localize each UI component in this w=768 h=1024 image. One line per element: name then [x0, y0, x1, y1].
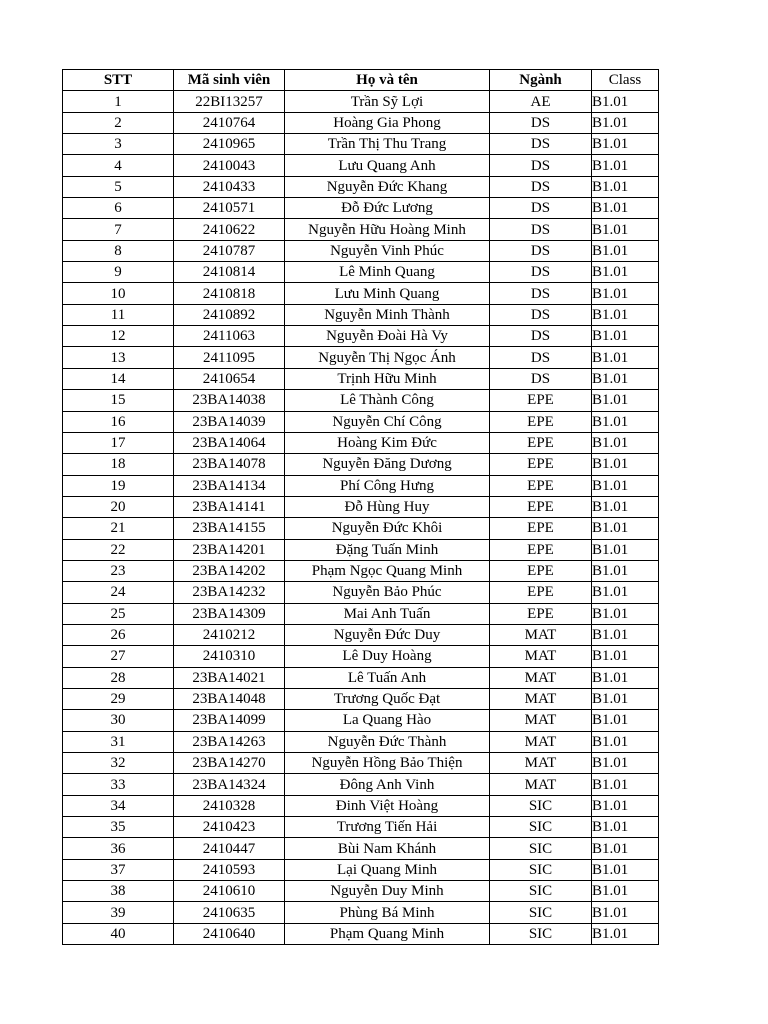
cell-stt: 29: [63, 688, 174, 709]
table-row: [63, 262, 659, 283]
cell-major: DS: [490, 326, 592, 347]
cell-full-name: Hoàng Gia Phong: [285, 112, 490, 133]
cell-class: B1.01: [592, 496, 659, 517]
cell-stt: 16: [63, 411, 174, 432]
cell-student-id: 23BA14270: [174, 753, 285, 774]
cell-stt: 13: [63, 347, 174, 368]
cell-student-id: 23BA14141: [174, 496, 285, 517]
table-row: [63, 347, 659, 368]
cell-student-id: 23BA14099: [174, 710, 285, 731]
cell-stt: 7: [63, 219, 174, 240]
table-row: [63, 91, 659, 112]
cell-stt: 6: [63, 198, 174, 219]
table-row: [63, 390, 659, 411]
cell-class: B1.01: [592, 411, 659, 432]
cell-class: B1.01: [592, 368, 659, 389]
cell-student-id: 23BA14048: [174, 688, 285, 709]
cell-full-name: Đỗ Hùng Huy: [285, 496, 490, 517]
cell-full-name: Nguyễn Đức Thành: [285, 731, 490, 752]
cell-student-id: 2410212: [174, 624, 285, 645]
cell-student-id: 2410814: [174, 262, 285, 283]
cell-stt: 35: [63, 817, 174, 838]
cell-major: DS: [490, 155, 592, 176]
table-row: [63, 539, 659, 560]
cell-major: MAT: [490, 753, 592, 774]
cell-class: B1.01: [592, 134, 659, 155]
cell-major: EPE: [490, 560, 592, 581]
cell-major: SIC: [490, 859, 592, 880]
cell-student-id: 2410043: [174, 155, 285, 176]
cell-full-name: Trần Sỹ Lợi: [285, 91, 490, 112]
table-row: [63, 155, 659, 176]
cell-major: MAT: [490, 774, 592, 795]
cell-major: MAT: [490, 731, 592, 752]
table-row: [63, 838, 659, 859]
cell-major: DS: [490, 283, 592, 304]
cell-student-id: 2410892: [174, 304, 285, 325]
cell-class: B1.01: [592, 304, 659, 325]
cell-major: DS: [490, 134, 592, 155]
cell-major: EPE: [490, 496, 592, 517]
cell-major: AE: [490, 91, 592, 112]
cell-class: B1.01: [592, 774, 659, 795]
cell-stt: 22: [63, 539, 174, 560]
cell-class: B1.01: [592, 390, 659, 411]
cell-class: B1.01: [592, 176, 659, 197]
cell-major: MAT: [490, 710, 592, 731]
table-row: [63, 881, 659, 902]
cell-major: SIC: [490, 795, 592, 816]
cell-class: B1.01: [592, 582, 659, 603]
cell-student-id: 2410328: [174, 795, 285, 816]
cell-class: B1.01: [592, 539, 659, 560]
cell-stt: 9: [63, 262, 174, 283]
cell-full-name: Lê Minh Quang: [285, 262, 490, 283]
cell-class: B1.01: [592, 646, 659, 667]
cell-stt: 1: [63, 91, 174, 112]
cell-full-name: Lê Tuấn Anh: [285, 667, 490, 688]
cell-stt: 14: [63, 368, 174, 389]
cell-student-id: 23BA14232: [174, 582, 285, 603]
cell-stt: 36: [63, 838, 174, 859]
table-row: [63, 411, 659, 432]
table-row: [63, 304, 659, 325]
cell-class: B1.01: [592, 603, 659, 624]
cell-class: B1.01: [592, 262, 659, 283]
cell-student-id: 2410447: [174, 838, 285, 859]
cell-stt: 24: [63, 582, 174, 603]
cell-student-id: 2410764: [174, 112, 285, 133]
cell-full-name: Đỗ Đức Lương: [285, 198, 490, 219]
cell-class: B1.01: [592, 881, 659, 902]
cell-major: EPE: [490, 454, 592, 475]
cell-full-name: Phí Công Hưng: [285, 475, 490, 496]
cell-full-name: Nguyễn Thị Ngọc Ánh: [285, 347, 490, 368]
cell-student-id: 23BA14021: [174, 667, 285, 688]
cell-stt: 11: [63, 304, 174, 325]
cell-stt: 12: [63, 326, 174, 347]
cell-student-id: 2410310: [174, 646, 285, 667]
cell-stt: 28: [63, 667, 174, 688]
cell-student-id: 23BA14039: [174, 411, 285, 432]
cell-student-id: 23BA14263: [174, 731, 285, 752]
cell-full-name: Nguyễn Minh Thành: [285, 304, 490, 325]
cell-stt: 31: [63, 731, 174, 752]
table-row: [63, 753, 659, 774]
cell-class: B1.01: [592, 560, 659, 581]
cell-stt: 21: [63, 518, 174, 539]
cell-full-name: Nguyễn Đoài Hà Vy: [285, 326, 490, 347]
cell-student-id: 23BA14202: [174, 560, 285, 581]
cell-student-id: 2410610: [174, 881, 285, 902]
cell-major: SIC: [490, 838, 592, 859]
cell-class: B1.01: [592, 923, 659, 944]
cell-full-name: Nguyễn Đức Khôi: [285, 518, 490, 539]
cell-full-name: Nguyễn Chí Công: [285, 411, 490, 432]
cell-class: B1.01: [592, 838, 659, 859]
cell-full-name: Mai Anh Tuấn: [285, 603, 490, 624]
table-row: [63, 326, 659, 347]
cell-student-id: 2410965: [174, 134, 285, 155]
cell-stt: 25: [63, 603, 174, 624]
cell-class: B1.01: [592, 454, 659, 475]
cell-student-id: 23BA14078: [174, 454, 285, 475]
table-row: [63, 603, 659, 624]
cell-major: SIC: [490, 881, 592, 902]
cell-stt: 19: [63, 475, 174, 496]
cell-class: B1.01: [592, 112, 659, 133]
cell-stt: 3: [63, 134, 174, 155]
cell-student-id: 23BA14134: [174, 475, 285, 496]
table-body: [63, 91, 659, 945]
cell-class: B1.01: [592, 198, 659, 219]
header-row: [63, 70, 659, 91]
cell-class: B1.01: [592, 667, 659, 688]
cell-major: DS: [490, 219, 592, 240]
cell-major: MAT: [490, 624, 592, 645]
cell-student-id: 2411095: [174, 347, 285, 368]
cell-student-id: 2411063: [174, 326, 285, 347]
table-row: [63, 688, 659, 709]
header-class: Class: [592, 70, 659, 91]
cell-full-name: Nguyễn Hữu Hoàng Minh: [285, 219, 490, 240]
table-row: [63, 624, 659, 645]
cell-stt: 32: [63, 753, 174, 774]
table-row: [63, 240, 659, 261]
cell-stt: 8: [63, 240, 174, 261]
cell-student-id: 23BA14201: [174, 539, 285, 560]
table-row: [63, 795, 659, 816]
cell-full-name: Phạm Ngọc Quang Minh: [285, 560, 490, 581]
cell-student-id: 2410622: [174, 219, 285, 240]
cell-student-id: 2410593: [174, 859, 285, 880]
cell-full-name: La Quang Hào: [285, 710, 490, 731]
cell-student-id: 2410635: [174, 902, 285, 923]
cell-major: MAT: [490, 688, 592, 709]
table-row: [63, 560, 659, 581]
cell-full-name: Đông Anh Vinh: [285, 774, 490, 795]
table-row: [63, 774, 659, 795]
cell-major: EPE: [490, 411, 592, 432]
cell-major: EPE: [490, 518, 592, 539]
cell-stt: 10: [63, 283, 174, 304]
cell-major: DS: [490, 368, 592, 389]
cell-stt: 5: [63, 176, 174, 197]
header-student-id: Mã sinh viên: [174, 70, 285, 91]
header-full-name: Họ và tên: [285, 70, 490, 91]
table-row: [63, 432, 659, 453]
table-row: [63, 710, 659, 731]
cell-class: B1.01: [592, 710, 659, 731]
cell-full-name: Trịnh Hữu Minh: [285, 368, 490, 389]
cell-major: DS: [490, 112, 592, 133]
table-row: [63, 496, 659, 517]
cell-major: DS: [490, 176, 592, 197]
cell-full-name: Phạm Quang Minh: [285, 923, 490, 944]
cell-student-id: 2410654: [174, 368, 285, 389]
cell-full-name: Hoàng Kim Đức: [285, 432, 490, 453]
table-row: [63, 518, 659, 539]
table-row: [63, 923, 659, 944]
cell-class: B1.01: [592, 432, 659, 453]
cell-full-name: Nguyễn Đức Duy: [285, 624, 490, 645]
table-row: [63, 198, 659, 219]
cell-stt: 40: [63, 923, 174, 944]
cell-full-name: Lê Duy Hoàng: [285, 646, 490, 667]
cell-class: B1.01: [592, 859, 659, 880]
cell-full-name: Nguyễn Đăng Dương: [285, 454, 490, 475]
cell-class: B1.01: [592, 283, 659, 304]
cell-student-id: 2410423: [174, 817, 285, 838]
cell-major: DS: [490, 240, 592, 261]
table-row: [63, 454, 659, 475]
cell-major: EPE: [490, 475, 592, 496]
cell-full-name: Phùng Bá Minh: [285, 902, 490, 923]
cell-stt: 2: [63, 112, 174, 133]
cell-class: B1.01: [592, 817, 659, 838]
cell-full-name: Bùi Nam Khánh: [285, 838, 490, 859]
table-row: [63, 817, 659, 838]
header-major: Ngành: [490, 70, 592, 91]
cell-major: EPE: [490, 539, 592, 560]
cell-stt: 39: [63, 902, 174, 923]
cell-major: EPE: [490, 432, 592, 453]
cell-class: B1.01: [592, 795, 659, 816]
cell-stt: 17: [63, 432, 174, 453]
cell-full-name: Nguyễn Vinh Phúc: [285, 240, 490, 261]
cell-major: DS: [490, 198, 592, 219]
cell-full-name: Nguyễn Bảo Phúc: [285, 582, 490, 603]
cell-major: EPE: [490, 603, 592, 624]
cell-stt: 26: [63, 624, 174, 645]
cell-major: SIC: [490, 902, 592, 923]
cell-class: B1.01: [592, 624, 659, 645]
cell-full-name: Lại Quang Minh: [285, 859, 490, 880]
table-row: [63, 902, 659, 923]
cell-class: B1.01: [592, 219, 659, 240]
cell-full-name: Nguyễn Duy Minh: [285, 881, 490, 902]
cell-stt: 23: [63, 560, 174, 581]
table-row: [63, 731, 659, 752]
table-row: [63, 283, 659, 304]
cell-full-name: Nguyễn Hồng Bảo Thiện: [285, 753, 490, 774]
cell-full-name: Lưu Quang Anh: [285, 155, 490, 176]
table-row: [63, 475, 659, 496]
cell-full-name: Lưu Minh Quang: [285, 283, 490, 304]
cell-class: B1.01: [592, 902, 659, 923]
cell-stt: 38: [63, 881, 174, 902]
cell-major: DS: [490, 262, 592, 283]
cell-class: B1.01: [592, 688, 659, 709]
cell-class: B1.01: [592, 240, 659, 261]
cell-major: MAT: [490, 667, 592, 688]
cell-full-name: Trương Tiến Hải: [285, 817, 490, 838]
cell-stt: 30: [63, 710, 174, 731]
cell-class: B1.01: [592, 91, 659, 112]
cell-class: B1.01: [592, 518, 659, 539]
table-row: [63, 646, 659, 667]
cell-student-id: 2410571: [174, 198, 285, 219]
cell-major: EPE: [490, 582, 592, 603]
cell-stt: 4: [63, 155, 174, 176]
cell-full-name: Lê Thành Công: [285, 390, 490, 411]
cell-stt: 15: [63, 390, 174, 411]
cell-student-id: 23BA14064: [174, 432, 285, 453]
table-row: [63, 112, 659, 133]
cell-major: DS: [490, 347, 592, 368]
cell-major: SIC: [490, 817, 592, 838]
cell-student-id: 23BA14038: [174, 390, 285, 411]
cell-student-id: 2410640: [174, 923, 285, 944]
cell-major: SIC: [490, 923, 592, 944]
cell-full-name: Đinh Việt Hoàng: [285, 795, 490, 816]
cell-student-id: 2410818: [174, 283, 285, 304]
cell-class: B1.01: [592, 347, 659, 368]
cell-student-id: 23BA14309: [174, 603, 285, 624]
cell-stt: 20: [63, 496, 174, 517]
cell-full-name: Nguyễn Đức Khang: [285, 176, 490, 197]
student-roster-table: [62, 69, 659, 945]
cell-stt: 27: [63, 646, 174, 667]
header-stt: STT: [63, 70, 174, 91]
cell-full-name: Trần Thị Thu Trang: [285, 134, 490, 155]
cell-student-id: 2410433: [174, 176, 285, 197]
cell-class: B1.01: [592, 326, 659, 347]
table-row: [63, 582, 659, 603]
table-row: [63, 368, 659, 389]
cell-full-name: Trương Quốc Đạt: [285, 688, 490, 709]
cell-student-id: 23BA14324: [174, 774, 285, 795]
cell-major: EPE: [490, 390, 592, 411]
cell-class: B1.01: [592, 155, 659, 176]
table-row: [63, 667, 659, 688]
table-row: [63, 219, 659, 240]
cell-stt: 33: [63, 774, 174, 795]
cell-class: B1.01: [592, 475, 659, 496]
table-row: [63, 176, 659, 197]
cell-stt: 18: [63, 454, 174, 475]
cell-class: B1.01: [592, 731, 659, 752]
cell-student-id: 2410787: [174, 240, 285, 261]
cell-major: MAT: [490, 646, 592, 667]
cell-stt: 34: [63, 795, 174, 816]
cell-full-name: Đặng Tuấn Minh: [285, 539, 490, 560]
cell-student-id: 23BA14155: [174, 518, 285, 539]
cell-major: DS: [490, 304, 592, 325]
table-header: [63, 70, 659, 91]
cell-class: B1.01: [592, 753, 659, 774]
table-row: [63, 859, 659, 880]
cell-student-id: 22BI13257: [174, 91, 285, 112]
cell-stt: 37: [63, 859, 174, 880]
table-row: [63, 134, 659, 155]
